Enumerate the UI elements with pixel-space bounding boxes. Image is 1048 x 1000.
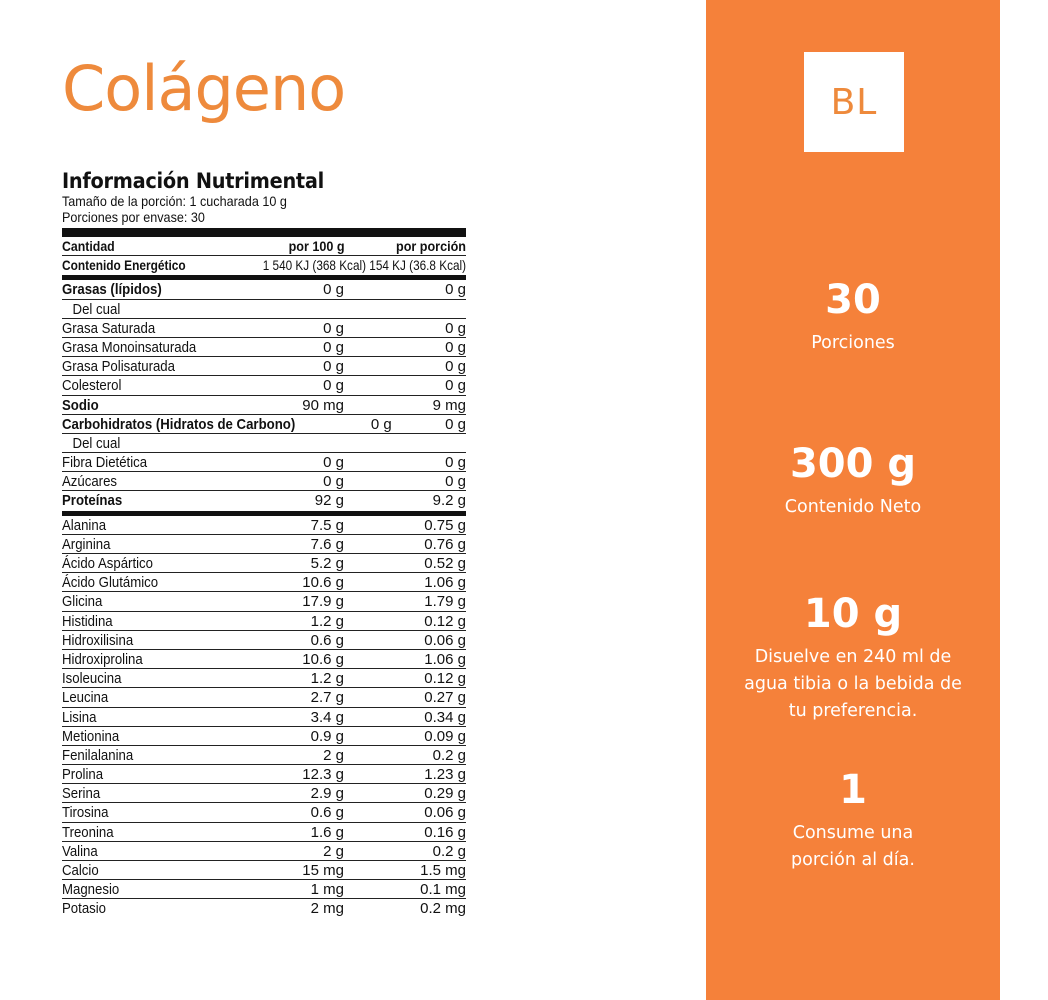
nutrient-name: Del cual [72, 434, 121, 452]
nutrient-name: Proteínas [62, 492, 123, 510]
stat-net-content [706, 442, 1000, 521]
value-perserving: 0.2 mg [420, 900, 466, 918]
value-perserving: 0.06 g [424, 631, 466, 649]
table-row [62, 573, 466, 592]
brand-logo: BL [804, 52, 904, 152]
stat-caption: Contenido Neto [784, 497, 922, 517]
aminoacid-list [62, 516, 466, 919]
table-row [62, 688, 466, 707]
value-perserving: 0 g [445, 415, 466, 433]
stat-servings [706, 278, 1000, 357]
stat-daily [706, 768, 1000, 874]
nutrient-name: Tirosina [62, 804, 109, 822]
value-per100: 2 g [323, 842, 344, 860]
value-per100: 1.2 g [310, 612, 344, 630]
column-label: Cantidad [62, 238, 115, 254]
nutrient-name: Metionina [62, 727, 120, 745]
value-per100: 17.9 g [302, 593, 344, 611]
table-row [62, 300, 466, 319]
divider-thick [62, 228, 466, 237]
value-perserving: 0.2 g [432, 842, 466, 860]
value-perserving: 0.12 g [424, 670, 466, 688]
table-row [62, 803, 466, 822]
value-per100: 12.3 g [302, 766, 344, 784]
nutrient-name: Isoleucina [62, 670, 122, 688]
table-row [62, 650, 466, 669]
value-per100: 0 g [323, 473, 344, 491]
value-per100: 0 g [323, 338, 344, 356]
table-row [62, 746, 466, 765]
table-row [62, 319, 466, 338]
nutrient-name: Prolina [62, 766, 104, 784]
nutrient-name: Potasio [62, 900, 107, 918]
stat-value: 30 [825, 277, 881, 323]
value-per100: 10.6 g [302, 650, 344, 668]
value-perserving: 0.75 g [424, 516, 466, 534]
value-per100: 3.4 g [310, 708, 344, 726]
value-per100: 0 g [370, 415, 392, 433]
table-row [62, 861, 466, 880]
value-per100: 90 mg [302, 396, 344, 414]
table-row [62, 554, 466, 573]
value-perserving: 0.76 g [424, 535, 466, 553]
table-row [62, 434, 466, 453]
value-perserving: 9 mg [432, 396, 466, 414]
value-per100 [234, 434, 350, 452]
value-per100: 2 mg [310, 900, 344, 918]
nutrient-name: Grasas (lípidos) [62, 281, 162, 299]
nutrient-name: Del cual [72, 300, 121, 318]
table-row [62, 491, 466, 510]
table-row [62, 784, 466, 803]
table-row [62, 357, 466, 376]
nutrient-name: Lisina [62, 708, 97, 726]
nutrient-name: Leucina [62, 689, 109, 707]
value-perserving: 0 g [445, 473, 466, 491]
value-per100: 0 g [323, 281, 344, 299]
value-perserving: 0.34 g [424, 708, 466, 726]
nutrient-name: Calcio [62, 862, 99, 879]
table-row [62, 453, 466, 472]
value-perserving: 0.2 g [432, 746, 466, 764]
nutrient-name: Grasa Monoinsaturada [62, 338, 197, 356]
value-perserving [350, 300, 466, 318]
value-per100: 0.6 g [310, 631, 344, 649]
value-per100: 0 g [323, 377, 344, 395]
value-per100 [234, 300, 350, 318]
table-row [62, 842, 466, 861]
nutrient-name: Serina [62, 785, 101, 803]
value-per100: 0 g [323, 319, 344, 337]
value-perserving: 0 g [445, 377, 466, 395]
value-perserving: 1.5 mg [420, 862, 466, 879]
nutrient-name: Fenilalanina [62, 746, 134, 764]
table-row [62, 669, 466, 688]
table-row [62, 612, 466, 631]
value-perserving: 0.09 g [424, 727, 466, 745]
page-title: Colágeno [62, 52, 346, 125]
value-perserving: 0 g [445, 454, 466, 472]
value-perserving: 0 g [445, 358, 466, 376]
nutrition-facts-panel [62, 170, 466, 919]
table-row [62, 631, 466, 650]
column-per100: por 100 g [288, 238, 345, 254]
value-perserving: 0 g [445, 319, 466, 337]
nutrient-list [62, 280, 466, 510]
value-per100: 10.6 g [302, 574, 344, 592]
table-row [62, 899, 466, 918]
energy-row [62, 256, 466, 275]
nutrient-name: Treonina [62, 823, 114, 841]
value-perserving: 1.06 g [424, 650, 466, 668]
table-row [62, 472, 466, 491]
servings-per-container: Porciones por envase: 30 [62, 209, 205, 225]
nutrition-heading: Información Nutrimental [62, 169, 324, 193]
nutrient-name: Hidroxiprolina [62, 650, 143, 668]
value-per100: 0.6 g [310, 804, 344, 822]
table-row [62, 396, 466, 415]
value-perserving: 1.23 g [424, 766, 466, 784]
energy-values: 1 540 KJ (368 Kcal) 154 KJ (36.8 Kcal) [262, 257, 466, 274]
table-row [62, 376, 466, 395]
column-header-row [62, 237, 466, 256]
value-per100: 0 g [323, 454, 344, 472]
value-perserving [350, 434, 466, 452]
stat-value: 1 [839, 767, 867, 813]
value-per100: 7.5 g [310, 516, 344, 534]
table-row [62, 880, 466, 899]
value-per100: 1.2 g [310, 670, 344, 688]
value-perserving: 0.1 mg [420, 881, 466, 899]
nutrient-name: Ácido Aspártico [62, 555, 153, 572]
value-per100: 2 g [323, 746, 344, 764]
nutrient-name: Histidina [62, 612, 113, 630]
value-per100: 15 mg [302, 862, 344, 879]
table-row [62, 535, 466, 554]
value-per100: 92 g [314, 492, 344, 510]
value-perserving: 0.06 g [424, 804, 466, 822]
value-perserving: 0.27 g [424, 689, 466, 707]
nutrient-name: Carbohidratos (Hidratos de Carbono) [62, 415, 296, 433]
value-per100: 2.7 g [310, 689, 344, 707]
value-perserving: 0.52 g [424, 555, 466, 572]
table-row [62, 727, 466, 746]
nutrient-name: Grasa Saturada [62, 319, 156, 337]
value-per100: 1.6 g [310, 823, 344, 841]
stat-value: 300 g [789, 441, 917, 487]
value-per100: 0.9 g [310, 727, 344, 745]
value-perserving: 0.29 g [424, 785, 466, 803]
value-perserving: 0.16 g [424, 823, 466, 841]
table-row [62, 708, 466, 727]
nutrient-name: Valina [62, 842, 98, 860]
value-per100: 2.9 g [310, 785, 344, 803]
value-perserving: 0.12 g [424, 612, 466, 630]
nutrient-name: Fibra Dietética [62, 454, 148, 472]
value-perserving: 0 g [445, 281, 466, 299]
value-per100: 7.6 g [310, 535, 344, 553]
nutrient-name: Alanina [62, 516, 107, 534]
table-row [62, 516, 466, 535]
stat-value: 10 g [803, 591, 903, 637]
serving-size: Tamaño de la porción: 1 cucharada 10 g [62, 193, 287, 209]
stat-dose [706, 592, 1000, 725]
nutrient-name: Colesterol [62, 377, 122, 395]
stat-caption: Disuelve en 240 ml de agua tibia o la bebida de tu preferencia. [744, 647, 962, 721]
table-row [62, 280, 466, 299]
nutrient-name: Sodio [62, 396, 99, 414]
nutrient-name: Azúcares [62, 473, 118, 491]
table-row [62, 765, 466, 784]
stat-caption: Consume una porción al día. [791, 823, 915, 870]
nutrient-name: Hidroxilisina [62, 631, 134, 649]
value-per100: 5.2 g [310, 555, 344, 572]
value-perserving: 9.2 g [432, 492, 466, 510]
value-perserving: 0 g [445, 338, 466, 356]
nutrient-name: Magnesio [62, 881, 120, 899]
table-row [62, 338, 466, 357]
value-per100: 0 g [323, 358, 344, 376]
info-side-panel [706, 0, 1000, 1000]
nutrient-name: Arginina [62, 535, 111, 553]
nutrient-name: Ácido Glutámico [62, 574, 159, 592]
column-perserving: por porción [395, 238, 466, 254]
energy-label: Contenido Energético [62, 257, 186, 274]
value-perserving: 1.06 g [424, 574, 466, 592]
value-perserving: 1.79 g [424, 593, 466, 611]
table-row [62, 415, 466, 434]
nutrient-name: Glicina [62, 593, 103, 611]
stat-caption: Porciones [811, 333, 895, 353]
nutrient-name: Grasa Polisaturada [62, 358, 175, 376]
value-per100: 1 mg [310, 881, 344, 899]
table-row [62, 592, 466, 611]
table-row [62, 823, 466, 842]
